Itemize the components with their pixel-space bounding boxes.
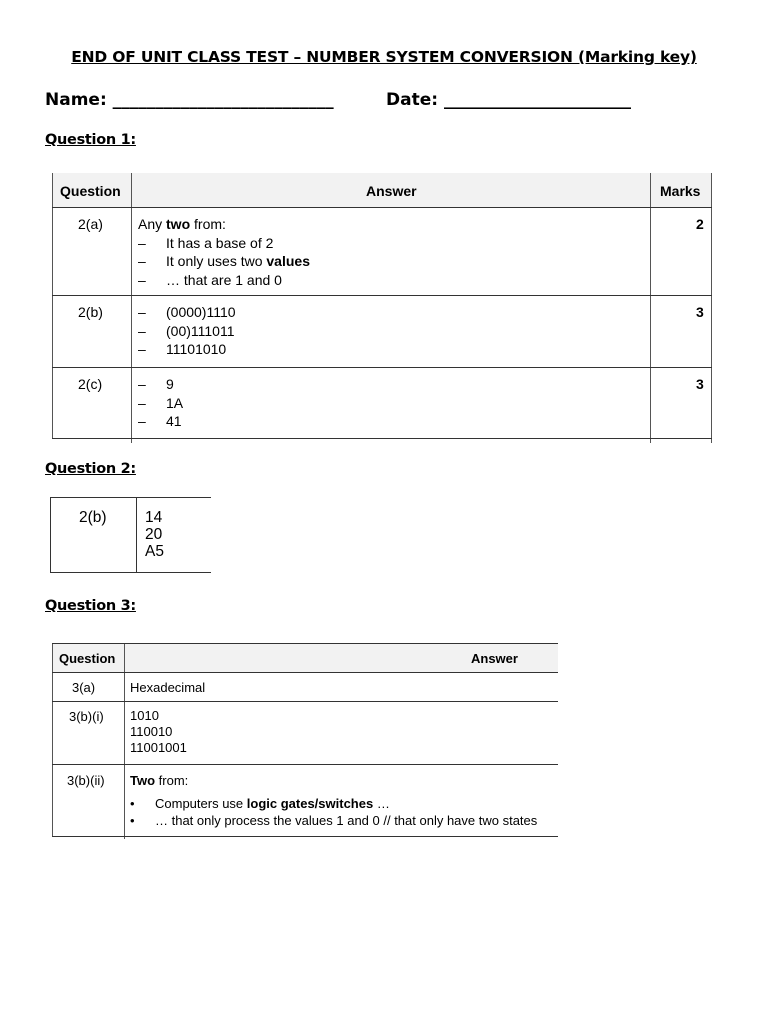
- question-2-heading: Question 2:: [45, 461, 136, 477]
- answer-item: – (00)111011: [138, 322, 235, 339]
- bullet-icon: •: [130, 796, 135, 811]
- answer-intro: Two from:: [130, 773, 189, 788]
- column-header-question: Question: [59, 651, 116, 666]
- question-1-table: [52, 173, 712, 443]
- question-3-heading: Question 3:: [45, 598, 136, 614]
- name-field-label: Name: __________________________: [45, 90, 334, 110]
- column-header-marks: Marks: [660, 183, 701, 199]
- answer-item: 20: [145, 526, 163, 543]
- question-number: 2(b): [78, 304, 103, 320]
- marks-value: 2: [696, 216, 704, 232]
- answer-item: • Computers use logic gates/switches …: [130, 796, 390, 811]
- date-field-label: Date: ______________________: [386, 90, 631, 110]
- answer-item: 14: [145, 509, 163, 526]
- answer-item: – 9: [138, 376, 174, 392]
- column-header-question: Question: [60, 183, 121, 199]
- question-1-heading: Question 1:: [45, 132, 136, 148]
- answer-item: – 1A: [138, 394, 184, 411]
- answer-item: A5: [145, 543, 164, 560]
- answer-item: 110010: [130, 724, 173, 739]
- answer-cell: [138, 303, 236, 359]
- question-number: 2(c): [78, 376, 103, 392]
- answer-item: • … that only process the values 1 and 0 // that only have two states: [130, 813, 538, 828]
- question-number: 3(b)(i): [69, 709, 104, 724]
- question-number: 3(b)(ii): [67, 773, 105, 788]
- question-3-table: [52, 643, 558, 839]
- answer-cell: [138, 215, 310, 289]
- answer-cell: [130, 708, 187, 756]
- answer-cell: [138, 375, 183, 431]
- answer-intro: Any two from:: [138, 216, 226, 232]
- question-2-table: [50, 497, 211, 573]
- answer-item: – 11101010: [138, 341, 227, 357]
- answer-item: – 41: [138, 413, 182, 429]
- bullet-icon: •: [130, 813, 135, 828]
- question-number: 2(b): [79, 509, 107, 526]
- answer-cell: [130, 772, 537, 829]
- column-header-answer: Answer: [471, 651, 518, 666]
- answer-item: – It only uses two values: [138, 253, 310, 269]
- column-header-answer: Answer: [366, 183, 417, 199]
- answer-cell: Hexadecimal: [130, 680, 206, 695]
- answer-item: 1010: [130, 708, 159, 723]
- answer-cell: [145, 509, 164, 560]
- answer-item: 11001001: [130, 740, 187, 755]
- answer-item: – … that are 1 and 0: [138, 271, 282, 288]
- question-number: 3(a): [72, 680, 96, 695]
- answer-item: – (0000)1110: [138, 304, 236, 320]
- question-number: 2(a): [78, 216, 103, 232]
- page-title: END OF UNIT CLASS TEST – NUMBER SYSTEM CONVERSION (Marking key): [71, 48, 697, 66]
- marks-value: 3: [696, 376, 704, 392]
- marks-value: 3: [696, 304, 704, 320]
- answer-item: – It has a base of 2: [138, 234, 274, 251]
